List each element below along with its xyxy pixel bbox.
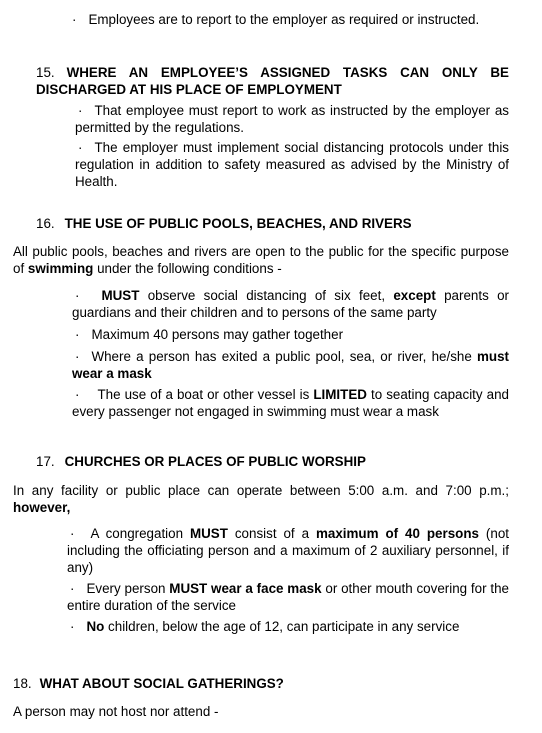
bullet-dot: · xyxy=(70,526,75,541)
s16-b3-bold: must wear a mask xyxy=(72,349,509,381)
s16-b1-bold: MUST xyxy=(101,288,140,303)
s16-b1-bold-2: except xyxy=(393,288,436,303)
s17-b2-text: Every person xyxy=(86,581,170,596)
s16-intro-text-2: under the following conditions - xyxy=(93,261,282,276)
bullet-dot: · xyxy=(72,12,77,27)
s14-bullet xyxy=(72,11,512,28)
bullet-dot: · xyxy=(78,103,83,118)
s15-heading xyxy=(36,64,509,98)
s18-intro-text: A person may not host nor attend - xyxy=(13,704,219,719)
s16-b4-text: The use of a boat or other vessel is xyxy=(97,387,314,402)
s15-bullet-2 xyxy=(75,139,509,190)
s16-bullet-1 xyxy=(72,287,509,321)
s16-intro xyxy=(13,243,509,277)
s17-b3-text: children, below the age of 12, can participate in any service xyxy=(104,619,460,634)
s17-intro-bold: however, xyxy=(13,500,71,515)
s16-b1-text-2: parents or guardians and their children and to persons of the same party xyxy=(72,288,509,320)
s17-heading xyxy=(36,453,509,470)
s16-b4-text-2: to seating capacity and every passenger not engaged in swimming must wear a mask xyxy=(72,387,509,419)
s16-number: 16. xyxy=(36,216,55,231)
s17-b1-bold: MUST xyxy=(189,526,228,541)
s18-heading-text: WHAT ABOUT SOCIAL GATHERINGS? xyxy=(39,676,284,691)
s15-number: 15. xyxy=(36,65,55,80)
s17-heading-text: CHURCHES OR PLACES OF PUBLIC WORSHIP xyxy=(64,454,366,469)
s15-bullet-1 xyxy=(75,102,509,136)
s18-number: 18. xyxy=(13,676,32,691)
s17-intro xyxy=(13,482,509,516)
s17-bullet-3 xyxy=(67,618,509,635)
s17-b1-bold-2: maximum of 40 persons xyxy=(316,526,479,541)
s17-b1-text: A congregation xyxy=(90,526,190,541)
s16-intro-text: All public pools, beaches and rivers are open to the public for the specific purpose of xyxy=(13,244,509,276)
s16-b3-text: Where a person has exited a public pool, sea, or river, he/she xyxy=(91,349,477,364)
s16-heading xyxy=(36,215,509,232)
s16-b1-text: observe social distancing of six feet, xyxy=(139,288,394,303)
s14-bullet-text: Employees are to report to the employer as required or instructed. xyxy=(88,12,480,27)
bullet-dot: · xyxy=(75,349,80,364)
s17-b1-text-2: consist of a xyxy=(227,526,316,541)
s17-b2-bold: MUST wear a face mask xyxy=(169,581,322,596)
s17-bullet-2 xyxy=(67,580,509,614)
s16-bullet-2 xyxy=(72,326,509,343)
s18-heading xyxy=(13,675,509,692)
bullet-dot: · xyxy=(75,387,80,402)
s16-heading-text: THE USE OF PUBLIC POOLS, BEACHES, AND RIVERS xyxy=(64,216,412,231)
s16-bullet-3 xyxy=(72,348,509,382)
s17-intro-text: In any facility or public place can operate between 5:00 a.m. and 7:00 p.m.; xyxy=(13,483,509,498)
bullet-dot: · xyxy=(75,288,80,303)
bullet-dot: · xyxy=(70,619,75,634)
s16-bullet-4 xyxy=(72,386,509,420)
bullet-dot: · xyxy=(75,327,80,342)
s16-intro-bold: swimming xyxy=(27,261,94,276)
bullet-dot: · xyxy=(70,581,75,596)
s17-number: 17. xyxy=(36,454,55,469)
s15-bullet-2-text: The employer must implement social distancing protocols under this regulation in addition to safety measured as advised by the Ministry of Health. xyxy=(75,140,509,189)
s15-heading-line2: DISCHARGED AT HIS PLACE OF EMPLOYMENT xyxy=(36,82,342,97)
s15-bullet-1-text: That employee must report to work as instructed by the employer as permitted by the regulations. xyxy=(75,103,509,135)
s18-intro xyxy=(13,703,509,720)
bullet-dot: · xyxy=(78,140,83,155)
s17-b2-text-2: or other mouth covering for the entire duration of the service xyxy=(67,581,509,613)
s17-b3-bold: No xyxy=(86,619,105,634)
s16-b4-bold: LIMITED xyxy=(313,387,367,402)
s17-bullet-1 xyxy=(67,525,509,576)
s17-b1-text-3: (not including the officiating person and a maximum of 2 auxiliary personnel, if any) xyxy=(67,526,510,575)
s15-heading-line1: WHERE AN EMPLOYEE’S ASSIGNED TASKS CAN ONLY BE xyxy=(66,65,509,80)
s16-b2-text: Maximum 40 persons may gather together xyxy=(91,327,344,342)
